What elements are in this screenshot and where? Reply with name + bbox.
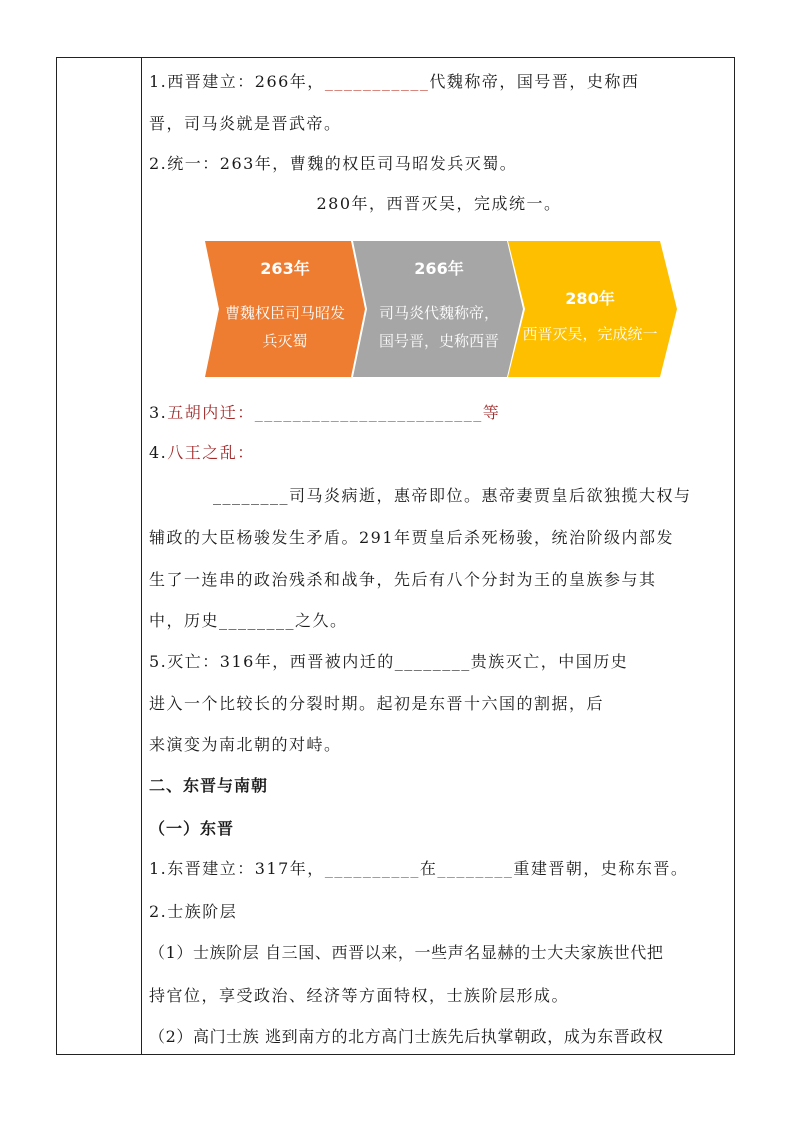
- outline-table: [56, 57, 735, 1055]
- text-line-12: 进入一个比较长的分裂时期。起初是东晋十六国的割据，后: [149, 694, 605, 713]
- timeline-text-263-b: 兵灭蜀: [262, 332, 308, 350]
- timeline-text-263-a: 曹魏权臣司马昭发: [224, 304, 346, 322]
- eastern-jin-founding-start: 1.东晋建立：317年，: [149, 859, 325, 878]
- text-line-3: 2.统一：263年，曹魏的权臣司马昭发兵灭蜀。: [149, 154, 518, 173]
- item-number: 4.: [149, 443, 168, 462]
- text-line-8: 辅政的大臣杨骏发生矛盾。291年贾皇后杀死杨骏，统治阶级内部发: [149, 528, 675, 547]
- item-number: 3.: [149, 403, 168, 422]
- text-line-10: 中，历史________之久。: [149, 611, 348, 630]
- timeline-year-280: 280年: [565, 289, 615, 308]
- text-line-7: ________司马炎病逝，惠帝即位。惠帝妻贾皇后欲独揽大权与: [213, 486, 692, 505]
- eight-kings-line: [149, 443, 255, 463]
- timeline-text-266-a: 司马炎代魏称帝，: [378, 304, 500, 322]
- section-heading: 二、东晋与南朝: [149, 776, 269, 795]
- timeline-year-263: 263年: [260, 259, 310, 278]
- timeline-text-280-a: 西晋灭吴，完成统一: [522, 325, 658, 343]
- timeline-arrows: [205, 241, 680, 377]
- text-line-17: 持官位，享受政治、经济等方面特权，士族阶层形成。: [149, 986, 570, 1005]
- timeline-text-266-b: 国号晋，史称西晋: [378, 332, 500, 350]
- five-hu-line: [149, 403, 500, 423]
- text-line-15: 2.士族阶层: [149, 902, 238, 921]
- western-jin-founding-rest: 代魏称帝，国号晋，史称西: [429, 72, 640, 91]
- column-divider: [141, 58, 142, 1054]
- timeline-year-266: 266年: [414, 259, 464, 278]
- blank-founder-east: __________: [324, 859, 420, 878]
- eastern-jin-founding-end: 重建晋朝，史称东晋。: [513, 859, 689, 878]
- blank-founder: ___________: [324, 72, 430, 91]
- five-hu-end: 等: [482, 403, 501, 422]
- text-line-11: 5.灭亡：316年，西晋被内迁的________贵族灭亡，中国历史: [149, 652, 629, 671]
- text-line-13: 来演变为南北朝的对峙。: [149, 735, 342, 754]
- eastern-jin-founding-at: 在: [419, 859, 438, 878]
- text-line-1: [149, 72, 639, 92]
- eastern-jin-founding: [149, 859, 688, 879]
- text-line-2: 晋，司马炎就是晋武帝。: [149, 114, 342, 133]
- subsection-heading: （一）东晋: [149, 819, 235, 838]
- western-jin-founding: 1.西晋建立：266年，: [149, 72, 325, 91]
- text-line-16: （1）士族阶层 自三国、西晋以来，一些声名显赫的士大夫家族世代把: [149, 943, 664, 962]
- five-hu-label: 五胡内迁：: [167, 403, 255, 422]
- text-line-4: 280年，西晋灭吴，完成统一。: [316, 194, 562, 213]
- text-line-18: （2）高门士族 逃到南方的北方高门士族先后执掌朝政，成为东晋政权: [149, 1027, 664, 1046]
- timeline-arrow-280: [508, 241, 677, 377]
- blank-capital: ________: [437, 859, 514, 878]
- blank-five-hu: ________________________: [254, 403, 483, 422]
- text-line-9: 生了一连串的政治残杀和战争，先后有八个分封为王的皇族参与其: [149, 570, 657, 589]
- eight-kings-label: 八王之乱：: [167, 443, 255, 462]
